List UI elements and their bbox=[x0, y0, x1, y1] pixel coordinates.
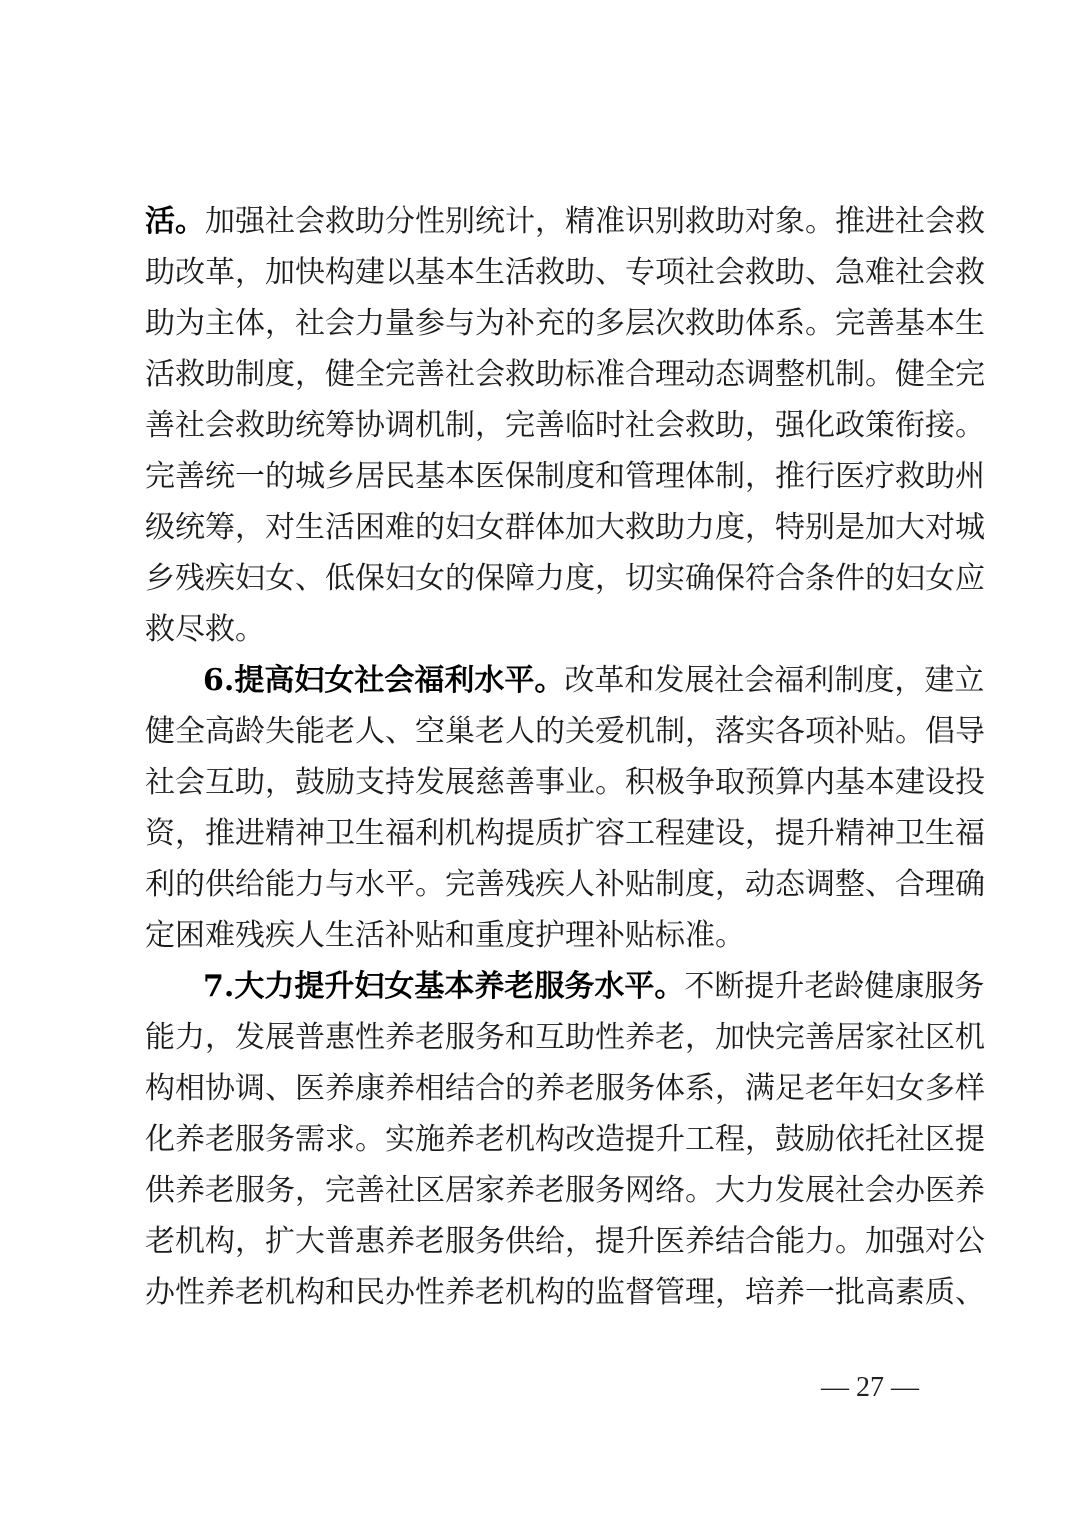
text-line: 活救助制度，健全完善社会救助标准合理动态调整机制。健全完 bbox=[145, 357, 985, 392]
section-heading: 6.提高妇女社会福利水平。 bbox=[203, 663, 565, 698]
text-line: 级统筹，对生活困难的妇女群体加大救助力度，特别是加大对城 bbox=[145, 510, 985, 545]
line-text: 加强社会救助分性别统计，精准识别救助对象。推进社会救 bbox=[205, 204, 985, 239]
text-line: 利的供给能力与水平。完善残疾人补贴制度，动态调整、合理确 bbox=[145, 867, 985, 902]
text-line bbox=[145, 194, 985, 250]
text-line: 定困难残疾人生活补贴和重度护理补贴标准。 bbox=[145, 918, 745, 953]
text-line: 助改革，加快构建以基本生活救助、专项社会救助、急难社会救 bbox=[145, 255, 985, 290]
text-line bbox=[203, 959, 985, 1015]
text-line: 资，推进精神卫生福利机构提质扩容工程建设，提升精神卫生福 bbox=[145, 816, 985, 851]
text-line: 供养老服务，完善社区居家养老服务网络。大力发展社会办医养 bbox=[145, 1173, 985, 1208]
line-text: 改革和发展社会福利制度，建立 bbox=[564, 663, 985, 698]
text-line: 完善统一的城乡居民基本医保制度和管理体制，推行医疗救助州 bbox=[145, 459, 985, 494]
text-line: 化养老服务需求。实施养老机构改造提升工程，鼓励依托社区提 bbox=[145, 1122, 985, 1157]
text-line: 乡残疾妇女、低保妇女的保障力度，切实确保符合条件的妇女应 bbox=[145, 561, 985, 596]
line-text: 不断提升老龄健康服务 bbox=[684, 969, 985, 1004]
text-line: 办性养老机构和民办性养老机构的监督管理，培养一批高素质、 bbox=[145, 1275, 985, 1310]
text-line: 能力，发展普惠性养老服务和互助性养老，加快完善居家社区机 bbox=[145, 1020, 985, 1055]
text-line: 健全高龄失能老人、空巢老人的关爱机制，落实各项补贴。倡导 bbox=[145, 714, 985, 749]
text-line: 社会互助，鼓励支持发展慈善事业。积极争取预算内基本建设投 bbox=[145, 765, 985, 800]
text-line: 老机构，扩大普惠养老服务供给，提升医养结合能力。加强对公 bbox=[145, 1224, 985, 1259]
text-line bbox=[203, 653, 985, 709]
page-number: — 27 — bbox=[821, 1372, 919, 1403]
text-line: 构相协调、医养康养相结合的养老服务体系，满足老年妇女多样 bbox=[145, 1071, 985, 1106]
section-heading: 7.大力提升妇女基本养老服务水平。 bbox=[203, 969, 685, 1004]
text-line: 救尽救。 bbox=[145, 612, 265, 647]
text-line: 助为主体，社会力量参与为补充的多层次救助体系。完善基本生 bbox=[145, 306, 985, 341]
text-line: 善社会救助统筹协调机制，完善临时社会救助，强化政策衔接。 bbox=[145, 408, 985, 443]
bold-text: 活。 bbox=[145, 204, 205, 239]
